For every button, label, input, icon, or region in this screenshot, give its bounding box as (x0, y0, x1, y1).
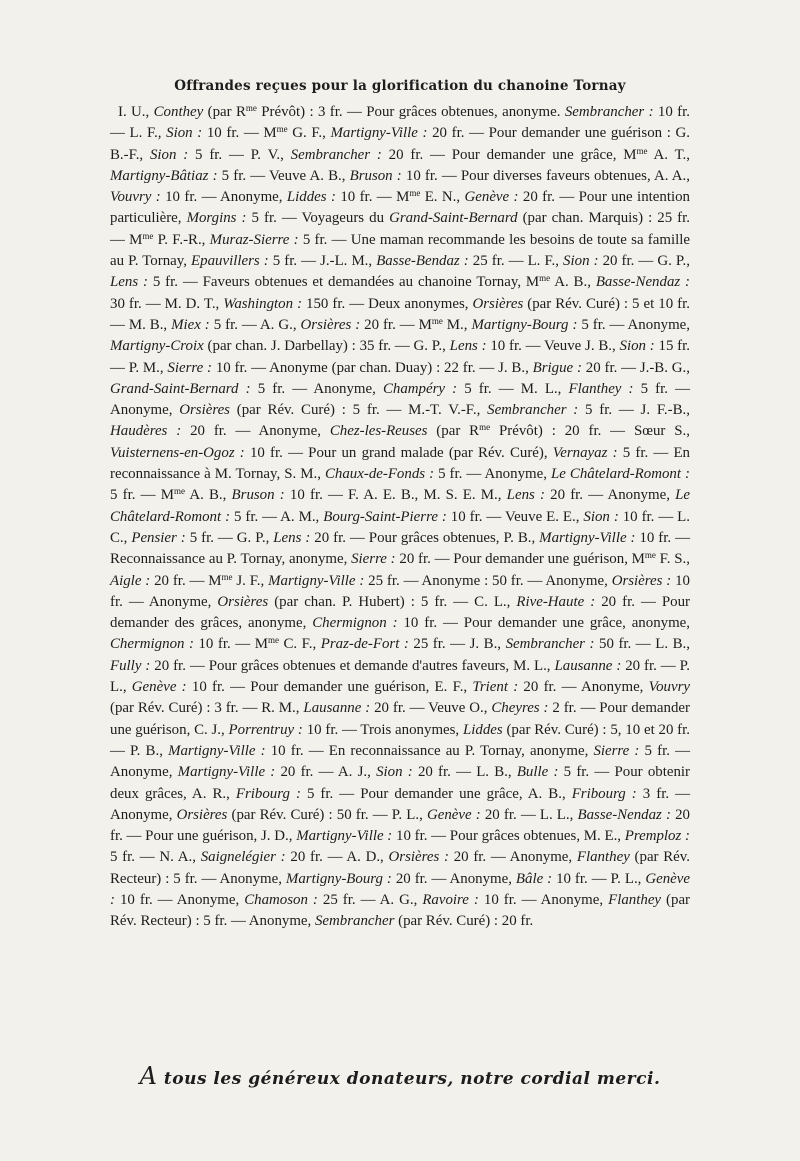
place-name: Muraz-Sierre : (209, 231, 299, 248)
place-name: Basse-Nendaz : (577, 806, 671, 823)
text-run: 10 fr. — M (193, 636, 268, 653)
superscript: me (267, 635, 279, 646)
text-run: 5 fr. — En reconnaissance à M. Tornay, S. M., (110, 444, 691, 483)
place-name: Genève : (464, 189, 519, 206)
text-run: 10 fr. — Pour demander une guérison, E. F., (186, 679, 473, 696)
text-run: (par Rév. Recteur) : 5 fr. — Anonyme, (110, 891, 691, 930)
text-run: 20 fr. — Pour demander une grâce, M (381, 146, 637, 163)
place-name: Sion : (376, 764, 413, 781)
text-run: 5 fr. — A. M., (230, 508, 324, 525)
place-name: Genève : (110, 870, 690, 908)
text-run: 20 fr. — M (360, 316, 432, 333)
place-name: Pensier : (131, 529, 186, 546)
place-name: Haudères : (110, 423, 182, 440)
text-run: 20 fr. — A. J., (275, 764, 377, 781)
place-name: Bulle : (516, 764, 559, 781)
place-name: Lens : (449, 338, 487, 355)
place-name: Lausanne : (303, 700, 371, 717)
place-name: Le Châtelard-Romont : (550, 466, 690, 483)
superscript: me (173, 486, 185, 497)
text-run: (par Rév. Curé) : 5, 10 et 20 fr. — P. B., (110, 721, 690, 759)
place-name: Bourg-Saint-Pierre : (323, 508, 447, 525)
text-run: 20 fr. — Anonyme, (544, 487, 676, 504)
place-name: Bruson : (231, 487, 285, 504)
place-name: Sion : (583, 508, 619, 525)
superscript: me (636, 145, 648, 156)
closing-initial: A (139, 1062, 158, 1090)
place-name: Martigny-Ville : (268, 572, 365, 589)
place-name: Bâle : (515, 870, 553, 887)
text-run: 20 fr. — Veuve O., (370, 700, 492, 717)
text-run: 20 fr. — Pour demander une guérison : G. B.-F., (110, 125, 690, 163)
place-name: Aigle : (110, 572, 151, 589)
superscript: me (479, 422, 491, 433)
text-run: 20 fr. — Pour une intention particulière, (110, 189, 690, 227)
place-name: Orsières : (611, 572, 672, 589)
text-run: 20 fr. — Pour grâces obtenues, P. B., (310, 529, 540, 546)
place-name: Miex : (171, 316, 210, 333)
place-name: Fribourg : (235, 785, 301, 802)
place-name: Fribourg : (571, 785, 637, 802)
text-run: 5 fr. — A. G., (209, 316, 301, 333)
text-run: 10 fr. — Pour un grand malade (par Rév. Curé), (244, 444, 553, 461)
place-name: Trient : (472, 679, 519, 696)
text-run: 20 fr. — Anonyme, (391, 870, 516, 887)
superscript: me (539, 273, 551, 284)
text-run: 20 fr. — Pour une guérison, J. D., (110, 806, 690, 845)
page-heading: Offrandes reçues pour la glorification du chanoine Tornay (174, 78, 626, 94)
text-run: 20 fr. — Pour demander une guérison, M (395, 551, 645, 568)
place-name: Grand-Saint-Bernard : (110, 380, 251, 397)
place-name: Martigny-Ville : (330, 125, 428, 142)
place-name: Martigny-Ville : (296, 828, 393, 845)
place-name: Martigny-Bourg : (285, 870, 392, 887)
text-run: 10 fr. — Pour grâces obtenues, M. E., (392, 828, 625, 845)
text-run: G. F., (287, 125, 331, 142)
text-run: (par chan. Marquis) : 25 fr. — M (110, 210, 691, 248)
place-name: Liddes (462, 721, 503, 738)
text-run: 3 fr. — Anonyme, (110, 785, 690, 823)
place-name: Sion : (149, 146, 189, 163)
text-run: 10 fr. — Veuve E. E., (446, 508, 584, 525)
text-run: 10 fr. — Veuve J. B., (486, 338, 620, 355)
place-name: Basse-Bendaz : (376, 253, 469, 270)
text-run: 10 fr. — M (202, 125, 277, 142)
place-name: Orsières : (300, 316, 361, 333)
place-name: Sion : (563, 253, 599, 270)
place-name: Ravoire : (422, 891, 479, 908)
place-name: Brigue : (532, 359, 582, 376)
text-run: 5 fr. — J.-L. M., (268, 253, 377, 270)
place-name: Martigny-Bourg : (471, 316, 578, 333)
place-name: Orsières (176, 806, 228, 823)
text-run: 5 fr. — Pour obtenir deux grâces, A. R., (110, 764, 690, 802)
text-run: 5 fr. — Faveurs obtenues et demandées au chanoine Tornay, M (147, 274, 540, 291)
text-run: 5 fr. — Anonyme, (577, 316, 691, 333)
place-name: Vuisternens-en-Ogoz : (110, 444, 245, 461)
place-name: Martigny-Ville : (177, 764, 276, 781)
text-run: 5 fr. — J. F.-B., (578, 402, 690, 419)
text-run: 5 fr. — Voyageurs du (246, 210, 390, 227)
place-name: Le Châtelard-Romont : (110, 487, 691, 525)
place-name: Martigny-Ville : (168, 742, 266, 759)
closing-text: tous les généreux donateurs, notre cordial merci. (157, 1069, 661, 1089)
place-name: Martigny-Ville : (539, 529, 636, 546)
place-name: Sierre : (351, 551, 396, 568)
text-run: 20 fr. — J.-B. G., (581, 359, 690, 376)
donations-paragraph (110, 102, 690, 933)
place-name: Vouvry : (110, 189, 161, 206)
place-name: Sembrancher : (290, 146, 382, 163)
place-name: Sembrancher : (564, 104, 654, 120)
text-run: 5 fr. — M (110, 487, 174, 504)
text-run: 10 fr. — M (335, 189, 410, 206)
text-run: A. B., (550, 274, 596, 291)
place-name: Orsières (179, 402, 230, 419)
place-name: Lausanne : (554, 657, 622, 674)
text-run: Prévôt) : 20 fr. — Sœur S., (490, 423, 690, 440)
text-run: I. U., (118, 104, 154, 120)
place-name: Sierre : (167, 359, 213, 376)
place-name: Basse-Nendaz : (595, 274, 691, 291)
place-name: Flanthey : (568, 380, 634, 397)
place-name: Genève : (131, 679, 187, 696)
text-run: Prévôt) : 3 fr. — Pour grâces obtenues, anonyme. (256, 104, 565, 120)
place-name: Lens : (506, 487, 545, 504)
text-run: (par Rév. Curé) : 5 fr. — M.-T. V.-F., (229, 402, 488, 419)
text-run: 5 fr. — Une maman recommande les besoins de toute sa famille au P. Tornay, (110, 231, 690, 270)
place-name: Cheyres : (491, 700, 549, 717)
superscript: me (431, 315, 443, 326)
text-run: 20 fr. — A. D., (285, 849, 389, 866)
text-run: 150 fr. — Deux anonymes, (302, 295, 473, 312)
text-run: 10 fr. — L. C., (110, 508, 690, 546)
text-run: 5 fr. — N. A., (110, 849, 201, 866)
superscript: me (409, 188, 421, 199)
closing-line (80, 1062, 720, 1090)
text-run: (par chan. P. Hubert) : 5 fr. — C. L., (268, 593, 517, 610)
place-name: Chaux-de-Fonds : (324, 466, 435, 483)
text-run: 5 fr. — P. V., (188, 146, 291, 163)
text-run: 50 fr. — L. B., (594, 636, 690, 653)
text-run: 30 fr. — M. D. T., (110, 295, 224, 312)
text-run: 10 fr. — Pour diverses faveurs obtenues, A. A., (401, 167, 690, 184)
text-run: 5 fr. — M. L., (457, 380, 569, 397)
place-name: Sierre : (593, 742, 640, 759)
text-run: 10 fr. — Trois anonymes, (302, 721, 463, 738)
text-run: 5 fr. — Veuve A. B., (217, 167, 350, 184)
text-run: 10 fr. — Anonyme (par chan. Duay) : 22 fr. — J. B., (212, 359, 533, 376)
text-run: 20 fr. — L. L., (480, 806, 578, 823)
text-run: (par Rév. Curé) : 50 fr. — P. L., (227, 806, 427, 823)
place-name: Fully : (110, 657, 151, 674)
place-name: Martigny-Bâtiaz : (110, 167, 218, 184)
place-name: Praz-de-Fort : (320, 636, 409, 653)
place-name: Sion : (166, 125, 203, 142)
text-run: (par Rév. Curé) : 20 fr. (394, 913, 534, 930)
text-run: 5 fr. — Anonyme, (250, 380, 383, 397)
place-name: Vernayaz : (552, 444, 618, 461)
place-name: Bruson : (349, 167, 402, 184)
text-run: 20 fr. — Anonyme, (181, 423, 330, 440)
place-name: Orsières : (388, 849, 449, 866)
place-name: Flanthey (576, 849, 630, 866)
place-name: Lens : (110, 274, 148, 291)
text-run: C. F., (278, 636, 321, 653)
superscript: me (245, 103, 257, 113)
superscript: me (142, 230, 154, 241)
text-run: 10 fr. — P. L., (552, 870, 646, 887)
text-run: M., (442, 316, 472, 333)
text-run: 10 fr. — Anonyme, (160, 189, 287, 206)
text-run: 10 fr. — Anonyme, (478, 891, 609, 908)
place-name: Sembrancher : (487, 402, 579, 419)
text-run: E. N., (420, 189, 465, 206)
place-name: Orsières (217, 593, 269, 610)
superscript: me (221, 571, 233, 582)
place-name: Chermignon : (312, 615, 398, 632)
place-name: Porrentruy : (228, 721, 303, 738)
text-run: 25 fr. — J. B., (408, 636, 506, 653)
text-run: 20 fr. — Pour grâces obtenues et demande d'autres faveurs, M. L., (150, 657, 555, 674)
place-name: Flanthey (608, 891, 662, 908)
text-run: 15 fr. — P. M., (110, 338, 690, 376)
text-run: 10 fr. — F. A. E. B., M. S. E. M., (284, 487, 507, 504)
text-run: 20 fr. — Pour demander des grâces, anonyme, (110, 593, 691, 632)
text-run: 25 fr. — L. F., (468, 253, 564, 270)
text-run: 5 fr. — Anonyme, (110, 380, 691, 419)
place-name: Martigny-Croix (110, 338, 204, 355)
superscript: me (644, 550, 656, 561)
place-name: Washington : (223, 295, 303, 312)
superscript: me (276, 124, 288, 135)
text-run: 5 fr. — Pour demander une grâce, A. B., (300, 785, 572, 802)
place-name: Premploz : (624, 828, 690, 845)
place-name: Champéry : (382, 380, 458, 397)
text-run: 25 fr. — Anonyme : 50 fr. — Anonyme, (364, 572, 612, 589)
place-name: Epauvillers : (191, 253, 269, 270)
text-run: 5 fr. — Anonyme, (434, 466, 551, 483)
place-name: Saignelégier : (200, 849, 286, 866)
text-run: 10 fr. — Reconnaissance au P. Tornay, anonyme, (110, 529, 690, 568)
text-run: 5 fr. — G. P., (185, 529, 274, 546)
place-name: Conthey (153, 104, 204, 120)
text-run: 10 fr. — Anonyme, (110, 572, 690, 610)
place-name: Chez-les-Reuses (329, 423, 428, 440)
place-name: Vouvry (648, 679, 690, 696)
place-name: Liddes : (286, 189, 336, 206)
place-name: Sion : (619, 338, 655, 355)
place-name: Chermignon : (110, 636, 194, 653)
text-run: 10 fr. — L. F., (110, 104, 690, 142)
text-run: P. F.-R., (153, 231, 210, 248)
place-name: Morgins : (186, 210, 247, 227)
text-run: 10 fr. — Anonyme, (114, 891, 245, 908)
text-run: F. S., (655, 551, 690, 568)
text-run: (par R (427, 423, 480, 440)
text-run: 20 fr. — P. L., (110, 657, 690, 696)
text-run: 20 fr. — G. P., (598, 253, 690, 270)
place-name: Sembrancher : (505, 636, 595, 653)
place-name: Chamoson : (244, 891, 318, 908)
text-run: A. T., (647, 146, 691, 163)
text-run: 20 fr. — M (150, 572, 222, 589)
text-run: (par Rév. Curé) : 3 fr. — R. M., (110, 700, 304, 717)
place-name: Orsières (472, 295, 524, 312)
text-run: (par R (203, 104, 246, 120)
text-run: (par Rév. Curé) : 5 et 10 fr. — M. B., (110, 295, 690, 333)
text-run: 2 fr. — Pour demander une guérison, C. J., (110, 700, 690, 738)
text-run: A. B., (184, 487, 232, 504)
text-run: 5 fr. — Anonyme, (110, 742, 690, 781)
text-run: 20 fr. — Anonyme, (448, 849, 577, 866)
text-run: 10 fr. — En reconnaissance au P. Tornay, anonyme, (265, 742, 594, 759)
text-run: (par Rév. Recteur) : 5 fr. — Anonyme, (110, 849, 690, 887)
text-run: (par chan. J. Darbellay) : 35 fr. — G. P., (203, 338, 450, 355)
place-name: Grand-Saint-Bernard (389, 210, 518, 227)
place-name: Lens : (273, 529, 311, 546)
place-name: Genève : (426, 806, 481, 823)
text-run: 10 fr. — Pour demander une grâce, anonyme, (397, 615, 690, 632)
text-run: 20 fr. — L. B., (412, 764, 517, 781)
text-run: 20 fr. — Anonyme, (518, 679, 649, 696)
place-name: Rive-Haute : (516, 593, 596, 610)
text-run: J. F., (232, 572, 269, 589)
place-name: Sembrancher (314, 913, 395, 930)
text-run: 25 fr. — A. G., (317, 891, 423, 908)
